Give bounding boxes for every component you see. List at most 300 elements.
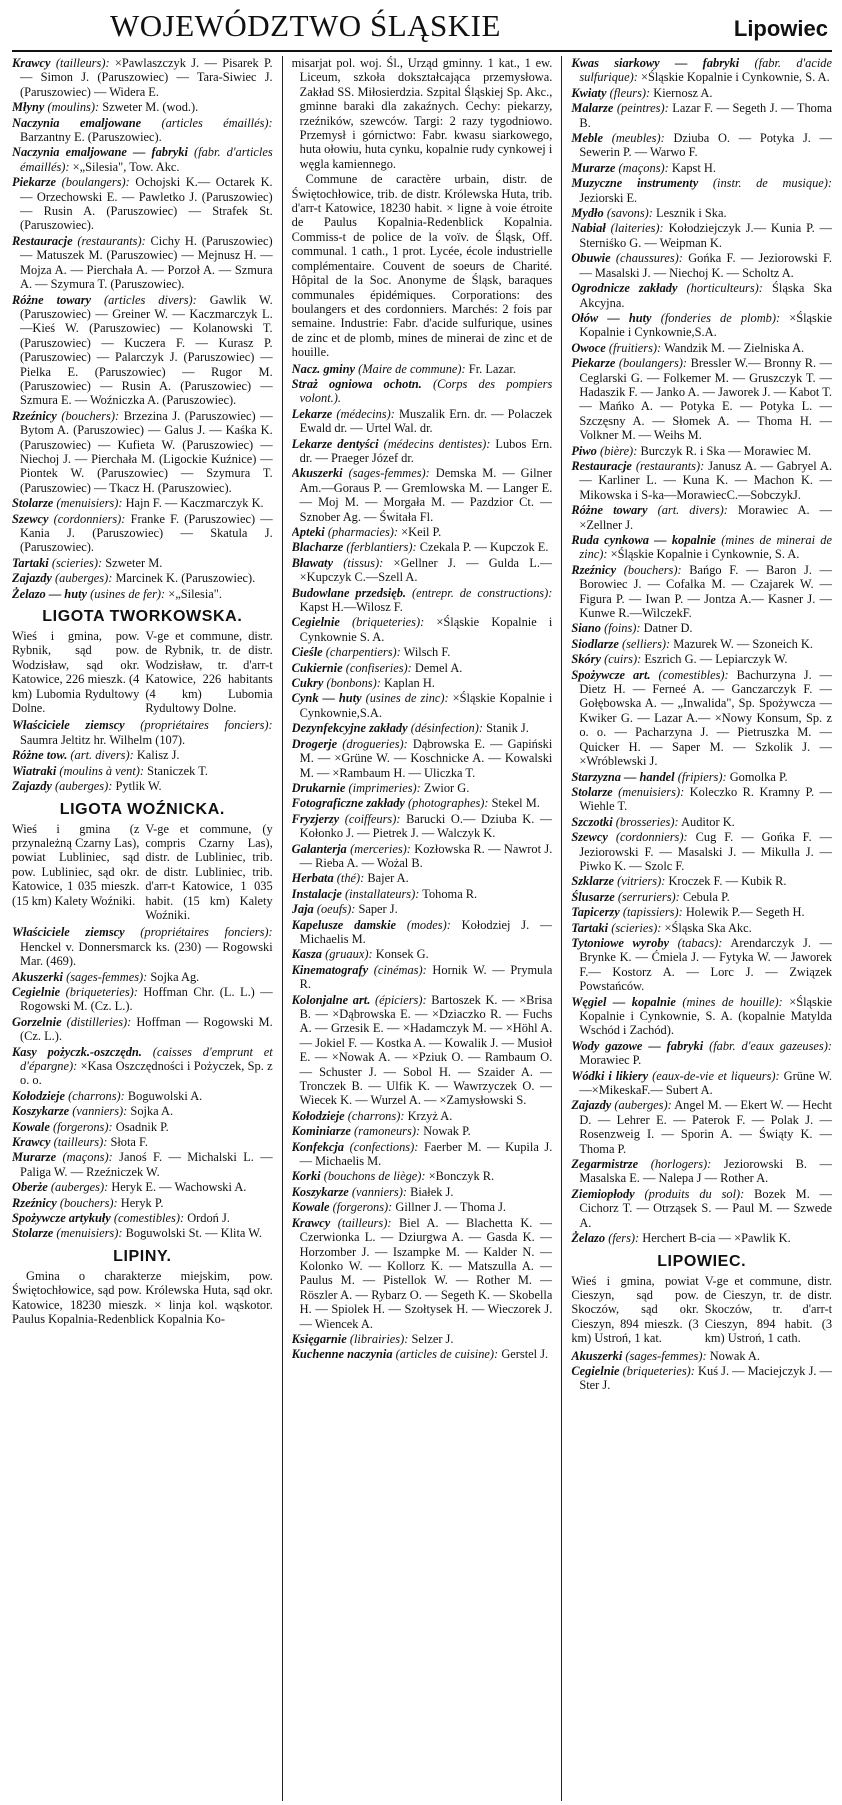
trade-name: Zajazdy [571,1098,612,1113]
entry-names: Kuś J. — Maciejczyk J. — Ster J. [579,1363,832,1393]
directory-entry [571,637,832,651]
entry-names: Angel M. — Ekert W. — Hecht D. — Lehrer E. — Paterok F. — Polak J. — Rosenzweig I. — Sporin A. — Świąty K. — Thoma P. [579,1098,832,1156]
directory-entry [292,676,553,690]
column-1 [12,56,273,1801]
entry-names: Lubos Ern. dr. — Praeger Józef dr. [299,436,553,465]
directory-entry [12,556,273,570]
trade-name: Muzyczne instrumenty [571,176,699,191]
trade-translation: (désinfection): [410,721,484,736]
trade-translation: (auberges): [55,571,113,586]
trade-name: Ruda cynkowa — kopalnie [571,533,716,547]
directory-entry [292,661,553,675]
trade-translation: (chaussures): [615,251,683,266]
trade-name: Rzeźnicy [12,408,57,423]
trade-name: Lekarze [291,406,333,421]
town-heading: LIPOWIEC. [657,1252,747,1270]
directory-entry [571,251,832,280]
entry-names: Boguwolski St. — Klita W. [125,1226,262,1241]
trade-translation: (modes): [406,917,451,932]
trade-translation: (pharmacies): [327,525,399,539]
entry-names: Morawiec A. — ×Zellner J. [579,503,832,532]
trade-translation: (fripiers): [677,769,727,784]
trade-name: Krawcy [12,56,51,70]
column-divider [561,56,562,1801]
directory-entry [292,586,553,615]
trade-name: Szklarze [571,874,615,889]
directory-entry [571,995,832,1038]
entry-names: Wilsch F. [403,645,451,660]
entries-list [292,362,553,1362]
column-3 [571,56,832,1801]
entry-names: Janusz A. — Gabryel A. — Karliner L. — Kuna K. — Machon K. — Mikowska i S-ka—MorawiecC.—SobczykJ. [579,458,832,502]
entry-names: Ochojski K.— Octarek K. — Orzechowski E. — Pawletko J. (Paruszowiec) — Rusin A. (Paruszowiec) — Strafek St. (Paruszowiec). [20,175,273,233]
trade-name: Kinematografy [291,962,369,977]
entry-names: Nowak A. [709,1348,760,1363]
trade-name: Węgiel — kopalnie [571,994,676,1009]
directory-entry [571,1157,832,1186]
trade-name: Zajazdy [12,779,52,794]
trade-translation: (auberges): [50,1180,109,1195]
entry-names: Morawiec P. [579,1053,642,1068]
trade-translation: (briqueteries): [352,615,425,630]
directory-entry [12,1120,273,1134]
trade-name: Apteki [291,525,325,539]
entry-names: Zwior G. [423,780,470,795]
entry-names: Kiernosz A. [653,85,713,100]
trade-translation: (installateurs): [345,886,420,901]
directory-entry [292,887,553,901]
directory-entry [12,100,273,114]
trade-name: Piekarze [12,175,57,190]
directory-entry [12,764,273,778]
directory-entry [12,1015,273,1044]
trade-name: Kołodzieje [12,1088,65,1103]
trade-translation: (cuirs): [604,652,642,667]
directory-entry [12,1135,273,1149]
trade-translation: (fabr. d'articles émaillés): [20,145,273,174]
trade-translation: (oeufs): [316,902,356,917]
trade-translation: (restaurants): [77,233,146,248]
trade-name: Mydło [571,206,604,221]
trade-translation: (tailleurs): [337,1215,392,1230]
trade-translation: (charrons): [347,1108,405,1123]
entry-names: Kozłowska R. — Nawrot J. — Rieba A. — Wożal B. [299,841,553,870]
directory-entry [292,1332,553,1346]
trade-translation: (sages-femmes): [66,969,148,984]
entry-names: Słota F. [110,1135,149,1150]
entry-names: Kapst H.—Wilosz F. [299,600,403,615]
entries-list [571,1349,832,1393]
directory-entry [292,377,553,406]
entry-names: Fr. Lazar. [468,361,516,376]
entry-names: ×Śląskie Kopalnie i Cynkownie, S. A. (kopalnie Matylda Wschód i Zachód). [579,994,832,1038]
entry-names: Saumra Jeltitz hr. Wilhelm (107). [20,732,186,747]
trade-name: Skóry [571,652,601,667]
trade-name: Koszykarze [12,1104,70,1119]
entry-names: ×Pawlaszczyk J. — Pisarek P. — Simon J. (Paruszowiec) — Tara-Siwiec J. (Paruszowiec) — Widera E. [20,56,273,99]
directory-entry [292,1216,553,1331]
directory-entry [12,512,273,555]
directory-entry [12,496,273,510]
directory-entry [571,1039,832,1068]
trade-translation: (cordonniers): [615,830,688,845]
trade-translation: (tabacs): [677,935,723,950]
trade-translation: (bouchers): [623,562,682,577]
trade-name: Instalacje [291,886,342,901]
trade-translation: (articles émaillés): [161,115,273,130]
trade-translation: (peintres): [616,101,669,116]
directory-entry [571,356,832,442]
directory-entry [12,587,273,601]
entry-names: Cebula P. [682,889,730,904]
entry-names: ×Śląskie Kopalnie i Cynkownie, S. A. [610,547,800,562]
directory-entry [571,890,832,904]
trade-translation: (fabr. d'acide sulfurique): [579,56,832,85]
entry-names: Bartoszek K. — ×Brisa B. — ×Dąbrowska E. — ×Dziaczko R. — Fuchs A. — Grzesik E. — ×Hadamczyk M. — ×Höhl A. — Jokiel F. — Kostka A. — Kowalik J. — Musioł E. — ×Nowak A. — ×Pziuk O. — Rambaum O. — Schuster J. — Sobol H. — Szaider A. — Tronczek B. — Ulfik K. — Wawrzyczek O. — Wiecek K. — Wurzel A. — ×Zamysłowski S. [299,992,553,1108]
trade-translation: (boulangers): [618,356,688,371]
trade-name: Cynk — huty [291,691,362,706]
trade-name: Kwas siarkowy — fabryki [571,56,740,70]
town-info [571,1274,832,1346]
trade-name: Starzyzna — handel [571,769,675,784]
trade-name: Tartaki [12,555,49,570]
trade-translation: (drogueries): [342,736,408,751]
column-divider [282,56,283,1801]
trade-name: Cegielnie [12,984,61,999]
directory-entry [292,781,553,795]
directory-entry [292,796,553,810]
entry-names: Szweter M. (wod.). [102,100,199,115]
directory-entry [571,533,832,562]
entry-names: Gawlik W. (Paruszowiec) — Greiner W. — Kaczmarczyk L. —Kieś W. (Paruszowiec) — Kolanowski T. (Paruszowiec) — Kuczera F. — Kurasz P. (Paruszowiec) — Palarczyk J. (Paruszowiec) — Pielka E. (Paruszowiec) — Rugor M. (Paruszowiec) — Rusin A. (Paruszowiec) — Szmura E. — Woźniczka A. (Paruszowiec). [20,292,273,408]
trade-translation: (menuisiers): [618,784,685,799]
entry-names: Datner D. [643,621,693,636]
entry-names: Krzyż A. [407,1108,453,1123]
directory-entry [292,918,553,947]
directory-entry [571,874,832,888]
directory-entry [292,615,553,644]
directory-entry [571,161,832,175]
trade-translation: (merceries): [350,841,411,856]
entry-names: Kołodziej J. — Michaelis M. [299,917,553,946]
trade-name: Murarze [571,160,616,175]
directory-entry [571,459,832,502]
trade-name: Ołów — huty [571,310,652,325]
trade-translation: (comestibles): [113,1211,185,1226]
directory-entry [571,281,832,310]
town-info-pl: Wieś i gmina (z przynależną Czarny Las), powiat Lubliniec, sąd pow. Lubliniec, sąd okr. Katowice, 1 035 mieszk. (15 km) Kalety Woźniki. [12,821,140,908]
directory-entry [12,970,273,984]
entry-names: Kroczek F. — Kubik R. [668,874,787,889]
directory-entry [571,1231,832,1245]
directory-entry [571,503,832,532]
directory-entry [571,936,832,994]
entry-names: Henckel v. Donnersmarck ks. (230) — Rogowski Mar. (469). [20,939,273,969]
trade-name: Kowale [12,1119,50,1134]
trade-translation: (briqueteries): [622,1363,695,1378]
trade-translation: (selliers): [621,636,671,651]
trade-name: Budowlane przedsięb. [291,585,407,600]
trade-translation: (vanniers): [72,1104,128,1119]
trade-translation: (menuisiers): [56,496,123,511]
trade-name: Krawcy [12,1135,51,1150]
trade-name: Ślusarze [571,889,615,904]
trade-translation: (entrepr. de constructions): [411,585,553,600]
trade-translation: (instr. de musique): [712,176,832,191]
column-2 [292,56,553,1801]
entry-names: Tohoma R. [422,886,478,901]
trade-translation: (moulins à vent): [59,763,145,778]
directory-entry [292,721,553,735]
trade-translation: (tissus): [343,555,384,570]
directory-entry [571,86,832,100]
directory-entry [12,571,273,585]
trade-translation: (usines de zinc): [365,691,449,706]
trade-translation: (briqueteries): [65,984,138,999]
entry-names: Hoffman Chr. (L. L.) — Rogowski M. (Cz. L.). [20,984,273,1014]
directory-entry [571,770,832,784]
entry-names: Muszalik Ern. dr. — Polaczek Ewald dr. — Urtel Wal. dr. [299,406,553,436]
entry-names: Lazar F. — Segeth J. — Thoma B. [579,101,832,130]
entry-names: Bańgo F. — Baron J. — Borowiec J. — Cofalka M. — Czajarek W. — Figura P. — Iwan P. — Jontza A.— Kasner J. — Kunwe R.—WilczekF. [579,562,832,621]
entry-names: ×Śląska Ska Akc. [664,920,752,935]
entry-names: Herchert B-cia — ×Pawlik K. [642,1231,791,1246]
trade-name: Cukry [291,676,324,691]
trade-translation: (maçons): [62,1150,113,1165]
directory-entry [12,779,273,793]
trade-name: Cieśle [291,645,323,660]
trade-translation: (eaux-de-vie et liqueurs): [652,1068,780,1083]
trade-translation: (fleurs): [609,85,651,100]
trade-translation: (usines de fer): [90,586,166,601]
trade-name: Żelazo — huty [12,586,88,601]
directory-entry [571,311,832,340]
entry-names: Jeziorowski B. — Masalska E. — Nalepa J — Rother A. [579,1157,832,1186]
entry-names: Demska M. — Gilner Am.—Goraus P. — Gremlowska M. — Langer E. — Moj M. — Morgała M. — Pazdzior Ct. — Sznober Ag. — Świtała Fl. [299,466,553,524]
trade-name: Kuchenne naczynia [291,1347,393,1362]
entry-names: Kołodziejczyk J.— Kunia P. — Sterniśko G. — Weipman K. [579,221,832,250]
directory-entry [571,652,832,666]
entry-names: ×Bonczyk R. [428,1169,495,1184]
entry-names: Stekel M. [491,796,540,811]
trade-name: Zegarmistrze [571,1157,639,1172]
trade-name: Siano [571,621,601,636]
trade-translation: (médecins): [336,406,395,421]
trade-translation: (sages-femmes): [348,466,430,481]
trade-name: Stolarze [12,1226,54,1241]
entries-list [12,718,273,793]
entry-names: Czekala P. — Kupczok E. [419,540,549,555]
directory-entry [292,540,553,554]
trade-translation: (librairies): [349,1331,409,1346]
trade-translation: (tailleurs): [55,56,110,70]
trade-name: Cukiernie [291,660,343,675]
town-info-fr: V-ge et commune, distr. de Cieszyn, tr. de distr. Skoczów, tr. d'arr-t Cieszyn, 894 habit. (3 km) Ustroń, 1 cath. [704,1273,832,1346]
entry-names: Cichy H. (Paruszowiec) — Matuszek M. (Paruszowiec) — Mejnusz H. — Mojza A. — Pierchała A. — Porzoł A. — Szmura A. — Szymura T. (Paruszowiec). [20,233,273,292]
trade-name: Nacz. gminy [291,361,355,376]
trade-name: Siodlarze [571,636,619,651]
trade-translation: (cinémas): [373,962,427,977]
entry-names: ×„Silesia". [168,586,222,601]
trade-translation: (horticulteurs): [686,281,763,296]
trade-translation: (art. divers): [70,748,134,763]
directory-entry [292,437,553,466]
directory-entry [12,1226,273,1240]
entry-names: Grüne W.—×MikeskaF.— Subert A. [579,1068,832,1098]
directory-entry [571,830,832,873]
entry-names: Eszrich G. — Lepiarczyk W. [644,652,788,667]
town-description-fr: Commune de caractère urbain, distr. de Świętochłowice, trib. de distr. Królewska Huta, trib. d'arr-t Katowice, 18230 habit. × ligne à voie étroite de Paulus Kopalnia-Redenblick Kopalnia. Commiss-t de police de la voïv. de Śląsk, Off. communal. 1 cath., 1 prot. Lycée, école industrielle complémentaire. Couvent de soeurs de Charité. Hôpital de la Soc. Anonyme de Śląsk, baraques communales épidémiques. Corporations: des boulangers et des cordonniers. Marchés: 2 fois par semaine. Industrie: Fabr. d'acide sulfurique, usines de zinc et de plomb, mines de minerai de zinc et de houille. [291,172,553,360]
entry-names: Faerber M. — Kupila J. — Michaelis M. [299,1139,553,1169]
entry-names: Dąbrowska E. — Gapiński M. — ×Grüne W. — Koschnicke A. — Kowalski M. — ×Rambaum H. — Uliczka T. [299,736,553,780]
trade-translation: (menuisiers): [56,1226,123,1241]
entry-names: Biel A. — Blachetta K. — Czerwionka L. — Dziurgwa A. — Gasda K. — Horzomber J. — Iszampke M. — Kalder N. — Kolonko W. — Kollorz K. — Matszulla A. — Paulus M. — Pistellok W. — Rother M. — Röszler A. — Rybarz O. — Segeth K. — Skobella H. — Spiolek H. — Szołtysek H. — Wieczorek J. — Wiencek A. [299,1215,553,1331]
trade-translation: (médecins dentistes): [383,436,491,451]
entry-names: ×Gellner J. — Gulda L.—×Kupczyk C.—Szell A. [299,555,553,585]
trade-name: Murarze [12,1150,57,1165]
trade-translation: (fabr. d'eaux gazeuses): [709,1038,832,1053]
trade-name: Naczynia emaljowane — fabryki [12,145,188,160]
trade-name: Różne towary [12,292,92,307]
entry-names: Konsek G. [375,947,429,962]
trade-translation: (art. divers): [657,503,728,518]
directory-entry [292,902,553,916]
trade-name: Konfekcja [291,1139,344,1154]
trade-translation: (auberges): [614,1098,672,1113]
entry-names: Kalisz J. [136,748,180,763]
trade-translation: (vanniers): [351,1184,407,1199]
entry-names: Hoffman — Rogowski M. (Cz. L.). [20,1014,273,1044]
trade-translation: (tailleurs): [53,1135,108,1150]
entry-names: Bozek M. — Cichorz T. — Otrząsek S. — Paul M. — Szwede A. [579,1186,832,1230]
trade-translation: (fonderies de plomb): [660,310,781,325]
entry-names: Franke F. (Paruszowiec) — Kania J. (Paruszowiec) — Skatula J. (Paruszowiec). [20,511,273,555]
trade-name: Bławaty [291,555,333,570]
entry-names: Wandzik M. — Zielniska A. [664,340,805,355]
directory-entry [292,1347,553,1361]
trade-name: Szczotki [571,814,613,829]
entry-names: Bajer A. [367,871,409,886]
directory-entry [12,1180,273,1194]
entry-names: Bressler W.— Bronny R. — Ceglarski G. — Folkemer M. — Gruszczyk T. — Hadaszik F. — Janko A. — Jaworek J. — Kabot T. — Mańko A. — Potyka E. — Potyka L. — Szczęsny A. — Słomek A. — Thoma H. — Volkner M. — Weihs M. [579,356,832,443]
trade-translation: (épiciers): [375,992,427,1007]
trade-name: Kowale [291,1200,330,1215]
trade-translation: (charrons): [68,1088,125,1103]
trade-translation: (sages-femmes): [625,1348,707,1363]
entry-names: ×Keil P. [401,525,442,539]
trade-name: Kołodzieje [291,1108,345,1123]
trade-translation: (horlogers): [650,1157,712,1172]
trade-name: Rzeźnicy [12,1195,57,1210]
trade-translation: (bouchons de liège): [323,1169,426,1184]
trade-name: Tartaki [571,920,609,935]
trade-translation: (propriétaires fonciers): [140,925,273,940]
page-title: WOJEWÓDZTWO ŚLĄSKIE [110,8,501,43]
entry-names: Koleczko R. Kramny P. — Wiehle T. [579,784,832,814]
directory-entry [12,1150,273,1179]
directory-entry [12,293,273,408]
trade-translation: (boulangers): [61,175,130,190]
entry-names: Gerstel J. [501,1347,549,1362]
entry-names: ×Kasa Oszczędności i Pożyczek, Sp. z o. o. [20,1059,273,1088]
trade-name: Tytoniowe wyroby [571,935,670,950]
entry-names: Stanik J. [486,721,529,736]
trade-translation: (scieries): [51,555,103,570]
entry-names: Hajn F. — Kaczmarczyk K. [125,496,264,511]
directory-entry [571,621,832,635]
trade-translation: (scieries): [611,920,662,935]
trade-translation: (imprimeries): [348,780,421,795]
trade-name: Kolonjalne art. [291,992,371,1007]
trade-translation: (foins): [604,621,641,636]
trade-translation: (confiseries): [345,660,412,675]
entry-names: Staniczek T. [147,763,208,778]
entry-names: Boguwolski A. [127,1088,203,1103]
entry-names: Dziuba O. — Potyka J. — Sewerin P. — Warwo F. [579,131,832,160]
trade-name: Właściciele ziemscy [12,718,125,733]
entry-names: Holewik P.— Segeth H. [685,905,805,920]
trade-name: Restauracje [571,458,632,473]
trade-translation: (forgerons): [332,1200,393,1215]
trade-name: Stolarze [12,496,54,511]
trade-translation: (comestibles): [658,667,729,682]
directory-entry [571,1364,832,1393]
entry-names: ×Śląskie Kopalnie i Cynkownie,S.A. [299,691,553,720]
trade-name: Obuwie [571,251,611,266]
directory-entry [292,871,553,885]
entry-names: Brzezina J. (Paruszowiec) — Bytom A. (Paruszowiec) — Galus J. — Kaśka K. (Paruszowiec) — Kufieta W. (Paruszowiec) — Niechoj J. — Pierchała M. (Ligockie Kuźnice) — Piontek W. (Paruszowiec) — Szymura T. (Paruszowiec) — Tkacz H. (Paruszowiec). [20,408,273,495]
entry-names: Kaplan H. [383,676,435,691]
entry-names: Sojka Ag. [150,969,200,984]
trade-translation: (articles de cuisine): [395,1347,499,1362]
entry-names: Barucki O.— Dziuba K. — Kołonko J. — Pietrek J. — Walczyk K. [299,811,553,841]
trade-name: Szewcy [12,511,49,526]
directory-entry [571,668,832,769]
directory-entry [571,101,832,130]
directory-entry [12,1211,273,1225]
trade-name: Drukarnie [291,780,346,795]
columns [12,56,832,1801]
trade-name: Akuszerki [12,969,63,984]
entry-names: Nowak P. [423,1124,471,1139]
trade-translation: (brosseries): [615,814,679,829]
directory-entry [12,409,273,495]
trade-translation: (distilleries): [66,1014,132,1029]
trade-translation: (charpentiers): [325,645,401,660]
directory-entry [292,691,553,720]
directory-entry [571,176,832,205]
entry-names: Ordoń J. [187,1211,230,1226]
trade-translation: (mines de houille): [682,994,783,1009]
directory-entry [12,175,273,233]
directory-entry [292,1169,553,1183]
trade-name: Zajazdy [12,571,52,586]
trade-translation: (moulins): [47,100,100,115]
directory-entry [12,145,273,174]
directory-entry [292,963,553,992]
trade-name: Szewcy [571,830,608,845]
trade-translation: (maçons): [618,160,669,175]
trade-name: Młyny [12,100,45,115]
trade-name: Restauracje [12,233,73,248]
directory-entry [571,444,832,458]
trade-name: Oberże [12,1180,48,1195]
entry-names: ×Śląskie Kopalnie i Cynkownie,S.A. [579,310,832,340]
trade-name: Spożywcze art. [571,667,651,682]
directory-entry [12,234,273,292]
directory-entry [571,921,832,935]
entry-names: Barzantny E. (Paruszowiec). [20,130,162,145]
